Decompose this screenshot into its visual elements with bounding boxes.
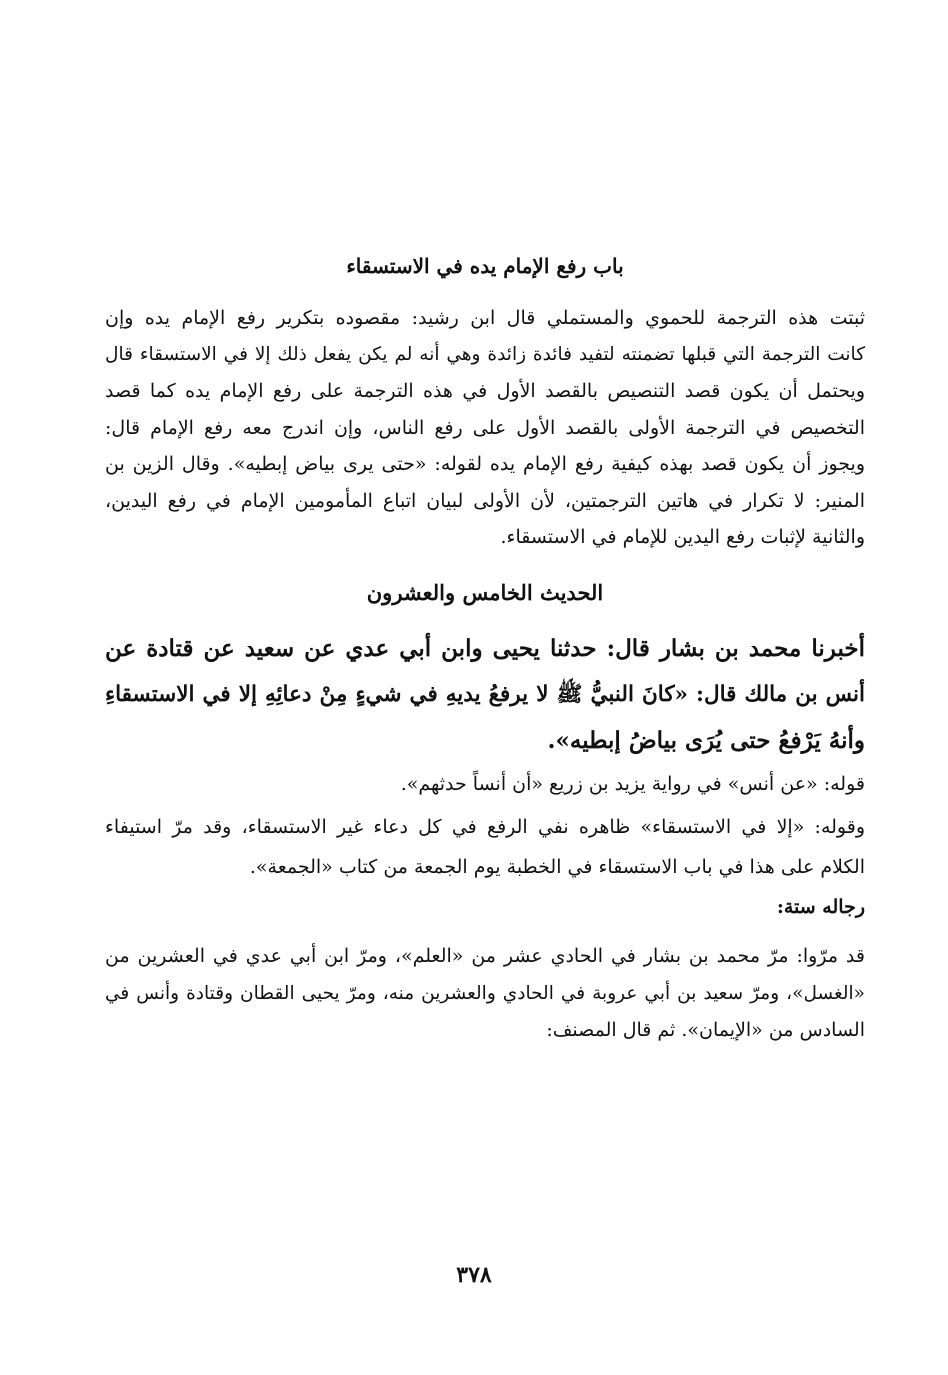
hadith-heading: الحديث الخامس والعشرون xyxy=(366,580,604,605)
hadith-line: وأنهُ يَرْفعُ حتى يُرَى بياضُ إبطيه». xyxy=(547,727,865,754)
commentary-paragraph xyxy=(105,300,865,556)
text-line: «الغسل»، ومرّ سعيد بن أبي عروبة في الحادي والعشرين منه، ومرّ يحيى القطان وقتادة وأنس في xyxy=(105,983,865,1004)
text-line: والثانية لإثبات رفع اليدين للإمام في الاستسقاء. xyxy=(500,526,865,548)
hadith-text xyxy=(105,626,865,764)
text-line: التخصيص في الترجمة الأولى بالقصد الأول على رفع الناس، وإن اندرج معه رفع الإمام قال: xyxy=(105,416,865,439)
narrators-heading: رجاله ستة: xyxy=(776,896,865,918)
page-number: ٣٧٨ xyxy=(456,1262,492,1288)
narrators-paragraph xyxy=(105,938,865,1049)
text-line: قوله: «عن أنس» في رواية يزيد بن زريع «أن أنساً حدثهم». xyxy=(400,773,865,795)
chapter-heading: باب رفع الإمام يده في الاستسقاء xyxy=(346,254,624,278)
text-line: الكلام على هذا في باب الاستسقاء في الخطبة يوم الجمعة من كتاب «الجمعة». xyxy=(249,856,865,878)
text-line: قد مرّوا: مرّ محمد بن بشار في الحادي عشر من «العلم»، ومرّ ابن أبي عدي في العشرين من xyxy=(105,945,865,967)
text-line: كانت الترجمة التي قبلها تضمنته لتفيد فائدة زائدة وهي أنه لم يكن يفعل ذلك إلا في الاستسقاء قال xyxy=(105,343,865,365)
comment-paragraph xyxy=(105,807,865,887)
hadith-line: أنس بن مالك قال: «كانَ النبيُّ ﷺ لا يرفعُ يديهِ في شيءٍ مِنْ دعائِهِ إلا في الاستسقاءِ xyxy=(105,682,865,707)
text-line: ويجوز أن يكون قصد بهذه كيفية رفع الإمام يده لقوله: «حتى يرى بياض إبطيه». وقال الزين بن xyxy=(105,453,865,475)
comment-paragraph xyxy=(105,766,865,802)
text-line: المنير: لا تكرار في هاتين الترجمتين، لأن الأولى لبيان اتباع المأمومين الإمام في رفع اليدين، xyxy=(105,489,865,512)
text-line: ثبتت هذه الترجمة للحموي والمستملي قال ابن رشيد: مقصوده بتكرير رفع الإمام يده وإن xyxy=(105,307,865,329)
hadith-line: أخبرنا محمد بن بشار قال: حدثنا يحيى وابن أبي عدي عن سعيد عن قتادة عن xyxy=(105,635,865,662)
text-line: ويحتمل أن يكون قصد التنصيص بالقصد الأول في هذه الترجمة على رفع الإمام يده كما قصد xyxy=(105,380,865,402)
text-line: السادس من «الإيمان». ثم قال المصنف: xyxy=(546,1019,865,1041)
text-line: وقوله: «إلا في الاستسقاء» ظاهره نفي الرفع في كل دعاء غير الاستسقاء، وقد مرّ استيفاء xyxy=(105,816,865,838)
